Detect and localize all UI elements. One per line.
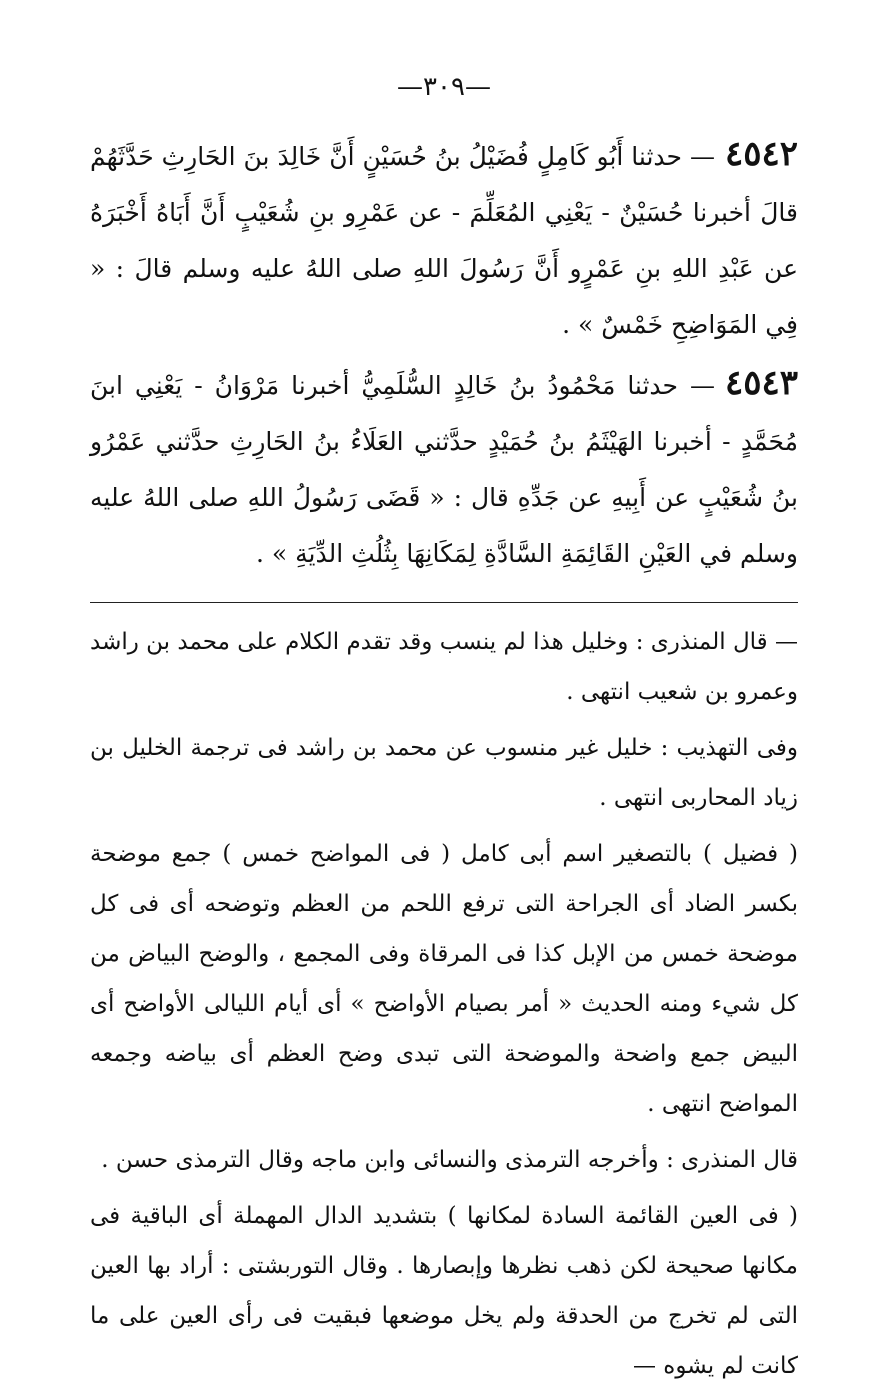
- section-divider: [90, 602, 798, 603]
- commentary-paragraph: قال المنذرى : وأخرجه الترمذى والنسائى وابن ماجه وقال الترمذى حسن .: [101, 1147, 798, 1173]
- commentary-paragraph: — قال المنذرى : وخليل هذا لم ينسب وقد تقدم الكلام على محمد بن راشد وعمرو بن شعيب انتهى .: [90, 629, 798, 705]
- hadith-text: — حدثنا أَبُو كَامِلٍ فُضَيْلُ بنُ حُسَيْنٍ أَنَّ خَالِدَ بنَ الحَارِثِ حَدَّثَهُمْ قالَ أخبرنا حُسَيْنٌ - يَعْنِي المُعَلِّمَ - عن عَمْرِو بنِ شُعَيْبٍ أَنَّ أَبَاهُ أَخْبَرَهُ عن عَبْدِ اللهِ بنِ عَمْرٍو أَنَّ رَسُولَ اللهِ صلى اللهُ عليه وسلم قالَ : « فِي المَوَاضِحِ خَمْسٌ » .: [90, 142, 798, 339]
- hadith-number: ٤٥٤٣: [724, 363, 798, 403]
- commentary-paragraph: وفى التهذيب : خليل غير منسوب عن محمد بن راشد فى ترجمة الخليل بن زياد المحاربى انتهى .: [90, 735, 798, 811]
- page-number: —٣٠٩—: [397, 72, 491, 102]
- hadith-entry: [90, 126, 798, 353]
- commentary-paragraph: ( فضيل ) بالتصغير اسم أبى كامل ( فى المواضح خمس ) جمع موضحة بكسر الضاد أى الجراحة التى ترفع اللحم من العظم وتوضحه أى فى كل موضحة خمس من الإبل كذا فى المرقاة وفى المجمع ، والوضح البياض من كل شيء ومنه الحديث « أمر بصيام الأواضح » أى أيام الليالى الأواضح أى البيض جمع واضحة والموضحة التى تبدى وضح العظم أى بياضه وجمعه المواضح انتهى .: [90, 841, 798, 1117]
- hadith-number: ٤٥٤٢: [724, 134, 798, 174]
- hadith-text: — حدثنا مَحْمُودُ بنُ خَالِدٍ السُّلَمِيُّ أخبرنا مَرْوَانُ - يَعْنِي ابنَ مُحَمَّدٍ - أخبرنا الهَيْثَمُ بنُ حُمَيْدٍ حدَّثني العَلَاءُ بنُ الحَارِثِ حدَّثني عَمْرُو بنُ شُعَيْبٍ عن أَبِيهِ عن جَدِّهِ قال : « قَضَى رَسُولُ اللهِ صلى اللهُ عليه وسلم في العَيْنِ القَائِمَةِ السَّادَّةِ لِمَكَانِهَا بِثُلُثِ الدِّيَةِ » .: [90, 371, 798, 568]
- hadith-entry: [90, 355, 798, 582]
- commentary-paragraph: ( فى العين القائمة السادة لمكانها ) بتشديد الدال المهملة أى الباقية فى مكانها صحيحة لكن ذهب نظرها وإبصارها . وقال التوربشتى : أراد بها العين التى لم تخرج من الحدقة ولم يخل موضعها فبقيت فى رأى العين على ما كانت لم يشوه —: [90, 1203, 798, 1379]
